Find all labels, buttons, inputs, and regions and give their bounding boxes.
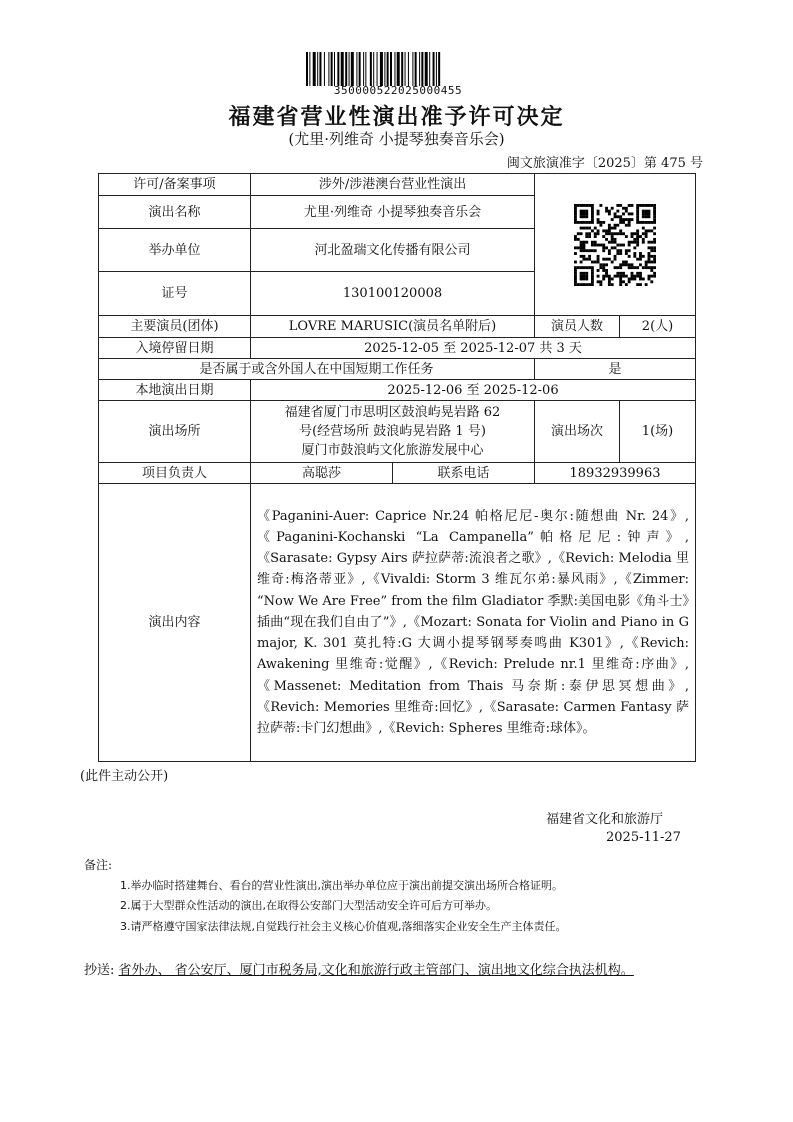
page-title: 福建省营业性演出准予许可决定 — [228, 105, 565, 130]
sessions-label: 演出场次 — [535, 401, 620, 463]
remarks-label: 备注: — [84, 858, 113, 872]
remark-item: 3.请严格遵守国家法律法规,自觉践行社会主义核心价值观,落细落实企业安全生产主体责任。 — [120, 920, 567, 933]
venue-value — [251, 401, 535, 463]
issue-date: 2025-11-27 — [606, 830, 681, 845]
show-name-value: 尤里·列维奇 小提琴独奏音乐会 — [251, 196, 535, 229]
local-dates-value: 2025-12-06 至 2025-12-06 — [251, 380, 696, 401]
content-value: 《Paganini-Auer: Caprice Nr.24 帕格尼尼-奥尔:随想曲 Nr. 24》,《Paganini-Kochanski “La Campanella”帕格尼尼:钟声》,《Sarasate: Gypsy Airs 萨拉萨蒂:流浪者之歌》,《Revich: Melodia 里维奇:梅洛蒂亚》,《Vivaldi: Storm 3 维瓦尔弟:暴风雨》,《Zimmer: “Now We Are Free” from the film Gladiator 季默:美国电影《角斗士》插曲“现在我们自由了”》,《Mozart: Sonata for Violin and Piano in G major, K. 301 莫扎特:G 大调小提琴钢琴奏鸣曲 K301》,《Revich: Awakening 里维奇:觉醒》,《Revich: Prelude nr.1 里维奇:序曲》,《Massenet: Meditation from Thais 马奈斯:泰伊思冥想曲》,《Revich: Memories 里维奇:回忆》,《Sarasate: Carmen Fantasy 萨拉萨蒂:卡门幻想曲》,《Revich: Spheres 里维奇:球体》。 — [251, 484, 696, 762]
local-dates-label: 本地演出日期 — [99, 380, 251, 401]
venue-line-1: 福建省厦门市思明区鼓浪屿晃岩路 62 — [284, 405, 501, 420]
issuer-name: 福建省文化和旅游厅 — [546, 812, 664, 827]
barcode-number: 350000522025000455 — [333, 84, 463, 97]
performer-count-label: 演员人数 — [535, 316, 620, 338]
qr-code-image — [574, 204, 656, 286]
barcode-image — [306, 52, 490, 86]
venue-label: 演出场所 — [99, 401, 251, 463]
performers-label: 主要演员(团体) — [99, 316, 251, 338]
public-note: (此件主动公开) — [80, 769, 169, 784]
short-work-value: 是 — [535, 359, 696, 380]
license-type-value: 涉外/涉港澳台营业性演出 — [251, 174, 535, 196]
manager-label: 项目负责人 — [99, 463, 251, 484]
show-name-label: 演出名称 — [99, 196, 251, 229]
phone-label: 联系电话 — [393, 463, 535, 484]
performers-value: LOVRE MARUSIC(演员名单附后) — [251, 316, 535, 338]
manager-value: 高聪莎 — [251, 463, 393, 484]
performer-count-value: 2(人) — [620, 316, 696, 338]
license-type-label: 许可/备案事项 — [99, 174, 251, 196]
permit-table — [98, 173, 696, 762]
organizer-label: 举办单位 — [99, 229, 251, 272]
cc-label: 抄送: — [84, 963, 115, 978]
venue-line-2: 号(经营场所 鼓浪屿晃岩路 1 号) — [299, 424, 486, 439]
page-subtitle: (尤里·列维奇 小提琴独奏音乐会) — [288, 130, 505, 148]
venue-line-3: 厦门市鼓浪屿文化旅游发展中心 — [301, 443, 484, 458]
cc-line — [84, 960, 716, 982]
remark-item: 1.举办临时搭建舞台、看台的营业性演出,演出举办单位应于演出前提交演出场所合格证明。 — [120, 879, 563, 892]
remark-item: 2.属于大型群众性活动的演出,在取得公安部门大型活动安全许可后方可举办。 — [120, 899, 497, 912]
content-label: 演出内容 — [99, 484, 251, 762]
cert-value: 130100120008 — [251, 272, 535, 316]
cc-recipients: 省外办、 省公安厅、厦门市税务局,文化和旅游行政主管部门、演出地文化综合执法机构。 — [118, 963, 634, 978]
short-work-label: 是否属于或含外国人在中国短期工作任务 — [99, 359, 535, 380]
document-number: 闽文旅演准字〔2025〕第 475 号 — [506, 156, 703, 171]
qr-code-cell — [535, 174, 696, 316]
organizer-value: 河北盈瑞文化传播有限公司 — [251, 229, 535, 272]
entry-dates-label: 入境停留日期 — [99, 338, 251, 359]
cert-label: 证号 — [99, 272, 251, 316]
sessions-value: 1(场) — [620, 401, 696, 463]
entry-dates-value: 2025-12-05 至 2025-12-07 共 3 天 — [251, 338, 696, 359]
phone-value: 18932939963 — [535, 463, 696, 484]
